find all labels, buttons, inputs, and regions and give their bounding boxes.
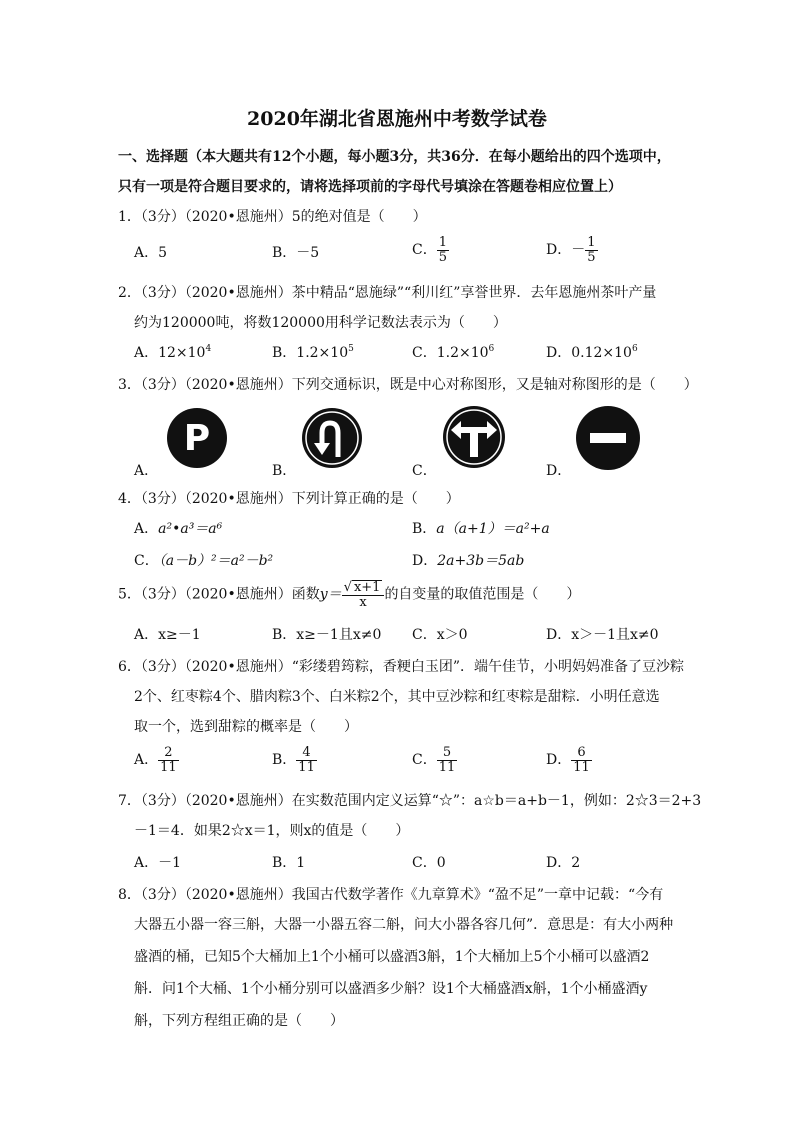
q5-option-c: C．x＞0 [412,627,468,643]
q1-option-b: B．－5 [272,245,320,261]
question-2-stem: 2．（3分）（2020•恩施州）茶中精品“恩施绿”“利川红”享誉世界．去年恩施州茶叶产量 [118,285,657,301]
question-8-stem-line4: 斛．问1个大桶、1个小桶分别可以盛酒多少斛？设1个大桶盛酒x斛，1个小桶盛酒y [134,981,648,997]
left-right-arrow-sign-icon [442,405,506,473]
question-4-stem: 4．（3分）（2020•恩施州）下列计算正确的是（ ） [118,491,460,507]
question-5-stem: 5．（3分）（2020•恩施州）函数y＝ $\frac{√ x+1}{x}$ 的自变量的取值范围是（ ） [118,580,581,610]
question-6-stem-line2: 2个、红枣粽4个、腊肉粽3个、白米粽2个，其中豆沙粽和红枣粽是甜粽．小明任意选 [134,689,660,705]
q7-option-d: D．2 [546,855,581,871]
q6-option-c: C． $\frac{5}{11}$ [412,745,456,775]
question-6-stem: 6．（3分）（2020•恩施州）“彩缕碧筠粽，香粳白玉团”．端午佳节，小明妈妈准备了豆沙粽 [118,659,685,675]
question-2-stem-line2: 约为120000吨，将数120000用科学记数法表示为（ ） [134,315,507,331]
question-6-stem-line3: 取一个，选到甜粽的概率是（ ） [134,719,358,735]
q4-option-c: C．（a－b）²＝a²－b² [134,553,274,569]
q4-option-b: B．a（a+1）＝a²+a [412,521,550,537]
q6-option-b: B． $\frac{4}{11}$ [272,745,315,775]
q2-option-b: B．$1.2\times 10^5$ [272,344,354,361]
q1-option-c: C． $\frac{1}{5}$ [412,235,447,265]
q3-option-b: B． [272,463,297,479]
section-heading-line2: 只有一项是符合题目要求的，请将选择项前的字母代号填涂在答题卷相应位置上） [118,179,622,195]
q2-option-c: C．$1.2\times 10^6$ [412,344,495,361]
q7-option-c: C．0 [412,855,446,871]
parking-sign-letter: P [183,418,211,459]
q6-option-a: A． $\frac{2}{11}$ [134,745,177,775]
q4-option-d: D．2a+3b＝5ab [412,553,525,569]
q3-option-c: C． [412,463,437,479]
q3-option-a: A． [134,463,159,479]
q5-option-d: D．x＞－1且x≠0 [546,627,659,643]
question-7-stem-line2: －1＝4．如果2☆x＝1，则x的值是（ ） [134,823,410,839]
q4-option-a: A．a²•a³＝a⁶ [134,521,223,537]
q2-option-d: D．$0.12\times 10^6$ [546,344,638,361]
page-title: 2020年湖北省恩施州中考数学试卷 [247,108,547,130]
section-heading-line1: 一、选择题（本大题共有12个小题，每小题3分，共36分．在每小题给出的四个选项中， [118,149,671,165]
q1-option-a: A．5 [134,245,168,261]
q6-option-d: D． $\frac{6}{11}$ [546,745,590,775]
question-7-stem: 7．（3分）（2020•恩施州）在实数范围内定义运算“☆”：a☆b＝a+b－1，例如：2☆3＝2+3 [118,793,702,809]
q2-option-a: A．$12\times 10^4$ [134,344,212,361]
parking-sign-icon [166,407,228,473]
no-entry-sign-icon [575,405,641,475]
question-8-stem-line3: 盛酒的桶，已知5个大桶加上1个小桶可以盛酒3斛，1个大桶加上5个小桶可以盛酒2 [134,949,650,965]
question-8-stem-line2: 大器五小器一容三斛，大器一小器五容二斛，问大小器各容几何”．意思是：有大小两种 [134,917,674,933]
u-turn-sign-icon [301,407,363,473]
q5-option-b: B．x≥－1且x≠0 [272,627,382,643]
question-8-stem: 8．（3分）（2020•恩施州）我国古代数学著作《九章算术》“盈不足”一章中记载：“今有 [118,887,664,903]
question-8-stem-line5: 斛，下列方程组正确的是（ ） [134,1013,344,1029]
q7-option-b: B．1 [272,855,306,871]
q3-option-d: D． [546,463,572,479]
q7-option-a: A．－1 [134,855,182,871]
q1-option-d: D．－ $\frac{1}{5}$ [546,235,596,265]
q5-option-a: A．x≥－1 [134,627,201,643]
question-3-stem: 3．（3分）（2020•恩施州）下列交通标识，既是中心对称图形，又是轴对称图形的是（ ） [118,377,698,393]
question-1-stem: 1．（3分）（2020•恩施州）5的绝对值是（ ） [118,209,427,225]
